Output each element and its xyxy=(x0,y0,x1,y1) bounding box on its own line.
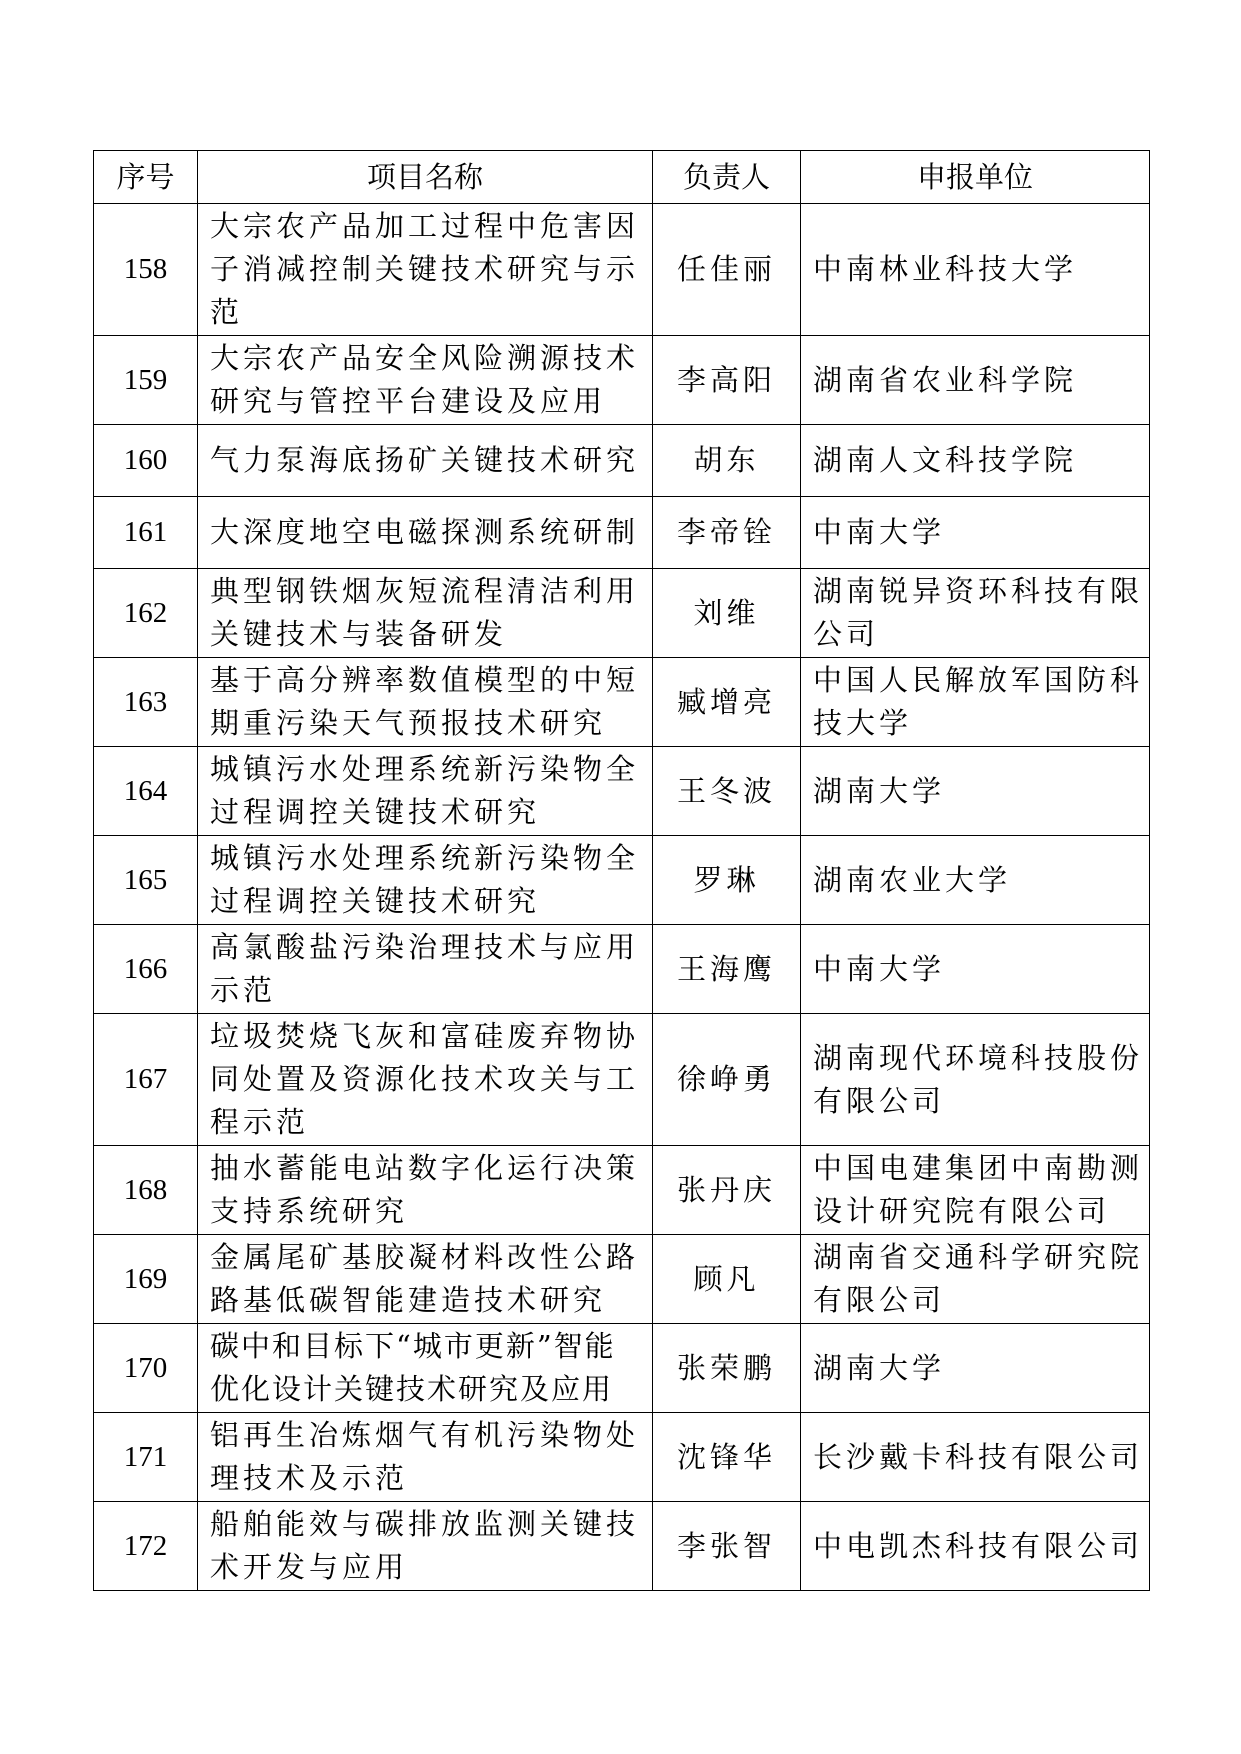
table-row xyxy=(94,1014,1150,1146)
row-project: 高氯酸盐污染治理技术与应用示范 xyxy=(198,925,653,1014)
row-leader: 胡东 xyxy=(653,425,801,497)
table-row xyxy=(94,336,1150,425)
row-unit: 湖南锐异资环科技有限公司 xyxy=(801,569,1150,658)
row-unit: 中电凯杰科技有限公司 xyxy=(801,1502,1150,1591)
row-project: 金属尾矿基胶凝材料改性公路路基低碳智能建造技术研究 xyxy=(198,1235,653,1324)
table-row xyxy=(94,1413,1150,1502)
row-leader: 顾凡 xyxy=(653,1235,801,1324)
row-index: 159 xyxy=(94,336,198,425)
row-project: 船舶能效与碳排放监测关键技术开发与应用 xyxy=(198,1502,653,1591)
row-project: 铝再生冶炼烟气有机污染物处理技术及示范 xyxy=(198,1413,653,1502)
table-row xyxy=(94,836,1150,925)
row-index: 164 xyxy=(94,747,198,836)
row-project: 大宗农产品加工过程中危害因子消减控制关键技术研究与示范 xyxy=(198,204,653,336)
row-index: 171 xyxy=(94,1413,198,1502)
row-index: 168 xyxy=(94,1146,198,1235)
row-unit: 中国电建集团中南勘测设计研究院有限公司 xyxy=(801,1146,1150,1235)
project-table xyxy=(93,150,1150,1591)
row-unit: 湖南现代环境科技股份有限公司 xyxy=(801,1014,1150,1146)
row-index: 158 xyxy=(94,204,198,336)
row-project: 气力泵海底扬矿关键技术研究 xyxy=(198,425,653,497)
row-index: 167 xyxy=(94,1014,198,1146)
row-index: 163 xyxy=(94,658,198,747)
row-project: 基于高分辨率数值模型的中短期重污染天气预报技术研究 xyxy=(198,658,653,747)
header-index: 序号 xyxy=(94,151,198,204)
row-unit: 湖南省交通科学研究院有限公司 xyxy=(801,1235,1150,1324)
row-project: 碳中和目标下“城市更新”智能优化设计关键技术研究及应用 xyxy=(198,1324,653,1413)
header-leader: 负责人 xyxy=(653,151,801,204)
table-row xyxy=(94,1146,1150,1235)
row-index: 170 xyxy=(94,1324,198,1413)
row-leader: 李高阳 xyxy=(653,336,801,425)
row-index: 169 xyxy=(94,1235,198,1324)
row-unit: 湖南省农业科学院 xyxy=(801,336,1150,425)
row-leader: 张丹庆 xyxy=(653,1146,801,1235)
table-row xyxy=(94,925,1150,1014)
table-row xyxy=(94,1235,1150,1324)
row-leader: 沈锋华 xyxy=(653,1413,801,1502)
row-index: 172 xyxy=(94,1502,198,1591)
header-row xyxy=(94,151,1150,204)
row-unit: 湖南农业大学 xyxy=(801,836,1150,925)
table-row xyxy=(94,497,1150,569)
header-project: 项目名称 xyxy=(198,151,653,204)
row-index: 166 xyxy=(94,925,198,1014)
row-unit: 中南大学 xyxy=(801,925,1150,1014)
row-project: 大宗农产品安全风险溯源技术研究与管控平台建设及应用 xyxy=(198,336,653,425)
row-unit: 湖南大学 xyxy=(801,747,1150,836)
row-leader: 刘维 xyxy=(653,569,801,658)
row-index: 162 xyxy=(94,569,198,658)
row-leader: 王冬波 xyxy=(653,747,801,836)
row-leader: 王海鹰 xyxy=(653,925,801,1014)
row-project: 城镇污水处理系统新污染物全过程调控关键技术研究 xyxy=(198,747,653,836)
row-leader: 罗琳 xyxy=(653,836,801,925)
row-unit: 湖南大学 xyxy=(801,1324,1150,1413)
table-row xyxy=(94,425,1150,497)
row-leader: 徐峥勇 xyxy=(653,1014,801,1146)
table-row xyxy=(94,1324,1150,1413)
table-row xyxy=(94,204,1150,336)
table-row xyxy=(94,569,1150,658)
header-unit: 申报单位 xyxy=(801,151,1150,204)
row-unit: 中南林业科技大学 xyxy=(801,204,1150,336)
row-project: 抽水蓄能电站数字化运行决策支持系统研究 xyxy=(198,1146,653,1235)
row-index: 160 xyxy=(94,425,198,497)
row-unit: 中南大学 xyxy=(801,497,1150,569)
row-leader: 李张智 xyxy=(653,1502,801,1591)
row-unit: 湖南人文科技学院 xyxy=(801,425,1150,497)
table-row xyxy=(94,1502,1150,1591)
row-leader: 李帝铨 xyxy=(653,497,801,569)
row-project: 城镇污水处理系统新污染物全过程调控关键技术研究 xyxy=(198,836,653,925)
row-index: 165 xyxy=(94,836,198,925)
row-unit: 长沙戴卡科技有限公司 xyxy=(801,1413,1150,1502)
row-project: 垃圾焚烧飞灰和富硅废弃物协同处置及资源化技术攻关与工程示范 xyxy=(198,1014,653,1146)
table-row xyxy=(94,747,1150,836)
row-leader: 张荣鹏 xyxy=(653,1324,801,1413)
table-row xyxy=(94,658,1150,747)
row-project: 典型钢铁烟灰短流程清洁利用关键技术与装备研发 xyxy=(198,569,653,658)
row-project: 大深度地空电磁探测系统研制 xyxy=(198,497,653,569)
row-leader: 臧增亮 xyxy=(653,658,801,747)
row-index: 161 xyxy=(94,497,198,569)
row-unit: 中国人民解放军国防科技大学 xyxy=(801,658,1150,747)
row-leader: 任佳丽 xyxy=(653,204,801,336)
